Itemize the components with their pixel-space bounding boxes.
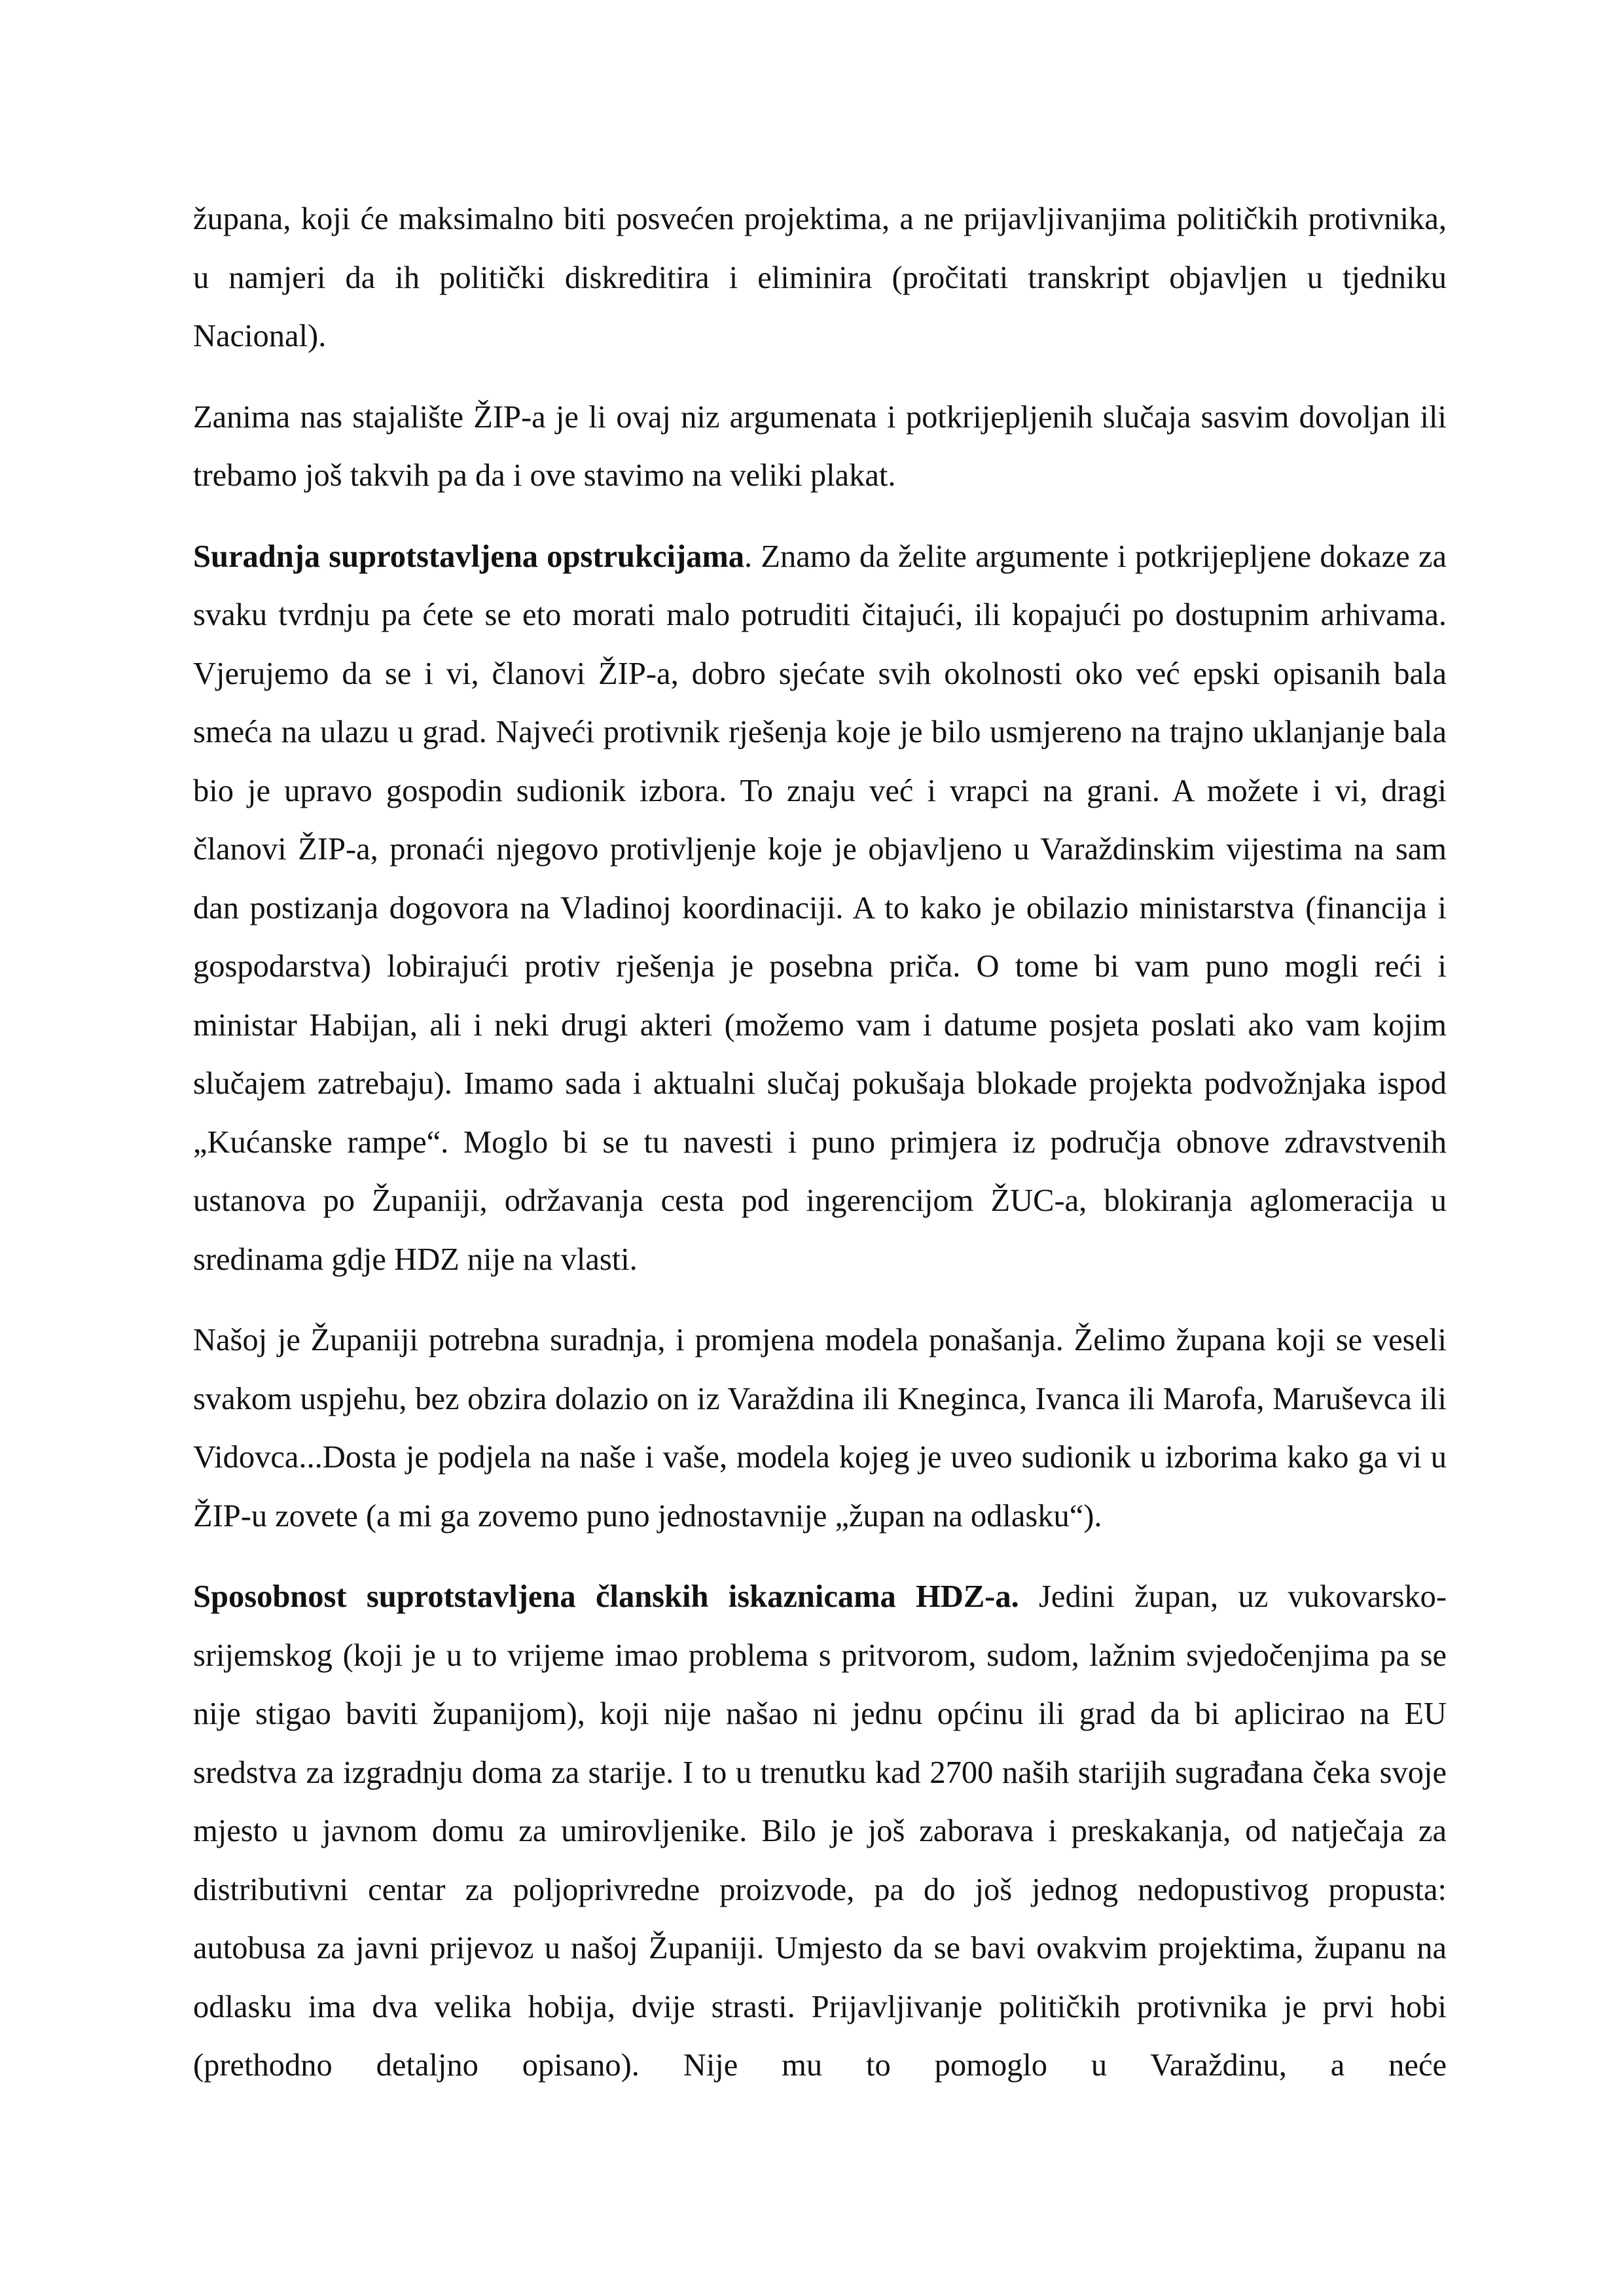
- paragraph-5-heading: Sposobnost suprotstavljena članskih iskaznicama HDZ-a.: [193, 1579, 1019, 1614]
- paragraph-1: [193, 190, 1447, 366]
- paragraph-1-text: župana, koji će maksimalno biti posvećen projektima, a ne prijavljivanjima političkih protivnika, u namjeri da ih politički diskreditira i eliminira (pročitati transkript objavljen u tjedniku Nacional).: [193, 202, 1447, 353]
- paragraph-5-text: Jedini župan, uz vukovarsko-srijemskog (koji je u to vrijeme imao problema s pritvorom, sudom, lažnim svjedočenjima pa se nije stigao baviti županijom), koji nije našao ni jednu općinu ili grad da bi aplicirao na EU sredstva za izgradnju doma za starije. I to u trenutku kad 2700 naših starijih sugrađana čeka svoje mjesto u javnom domu za umirovljenike. Bilo je još zaborava i preskakanja, od natječaja za distributivni centar za poljoprivredne proizvode, pa do još jednog nedopustivog propusta: autobusa za javni prijevoz u našoj Županiji. Umjesto da se bavi ovakvim projektima, županu na odlasku ima dva velika hobija, dvije strasti. Prijavljivanje političkih protivnika je prvi hobi (prethodno detaljno opisano). Nije mu to pomoglo u Varaždinu, a neće: [193, 1579, 1447, 2083]
- paragraph-2-text: Zanima nas stajalište ŽIP-a je li ovaj niz argumenata i potkrijepljenih slučaja sasvim dovoljan ili trebamo još takvih pa da i ove stavimo na veliki plakat.: [193, 399, 1447, 493]
- paragraph-4: [193, 1311, 1447, 1545]
- paragraph-2: [193, 388, 1447, 505]
- paragraph-3: [193, 528, 1447, 1289]
- paragraph-4-text: Našoj je Županiji potrebna suradnja, i promjena modela ponašanja. Želimo župana koji se veseli svakom uspjehu, bez obzira dolazio on iz Varaždina ili Kneginca, Ivanca ili Marofa, Maruševca ili Vidovca...Dosta je podjela na naše i vaše, modela kojeg je uveo sudionik u izborima kako ga vi u ŽIP-u zovete (a mi ga zovemo puno jednostavnije „župan na odlasku“).: [193, 1323, 1447, 1534]
- paragraph-3-text: . Znamo da želite argumente i potkrijepljene dokaze za svaku tvrdnju pa ćete se eto morati malo potruditi čitajući, ili kopajući po dostupnim arhivama. Vjerujemo da se i vi, članovi ŽIP-a, dobro sjećate svih okolnosti oko već epski opisanih bala smeća na ulazu u grad. Najveći protivnik rješenja koje je bilo usmjereno na trajno uklanjanje bala bio je upravo gospodin sudionik izbora. To znaju već i vrapci na grani. A možete i vi, dragi članovi ŽIP-a, pronaći njegovo protivljenje koje je objavljeno u Varaždinskim vijestima na sam dan postizanja dogovora na Vladinoj koordinaciji. A to kako je obilazio ministarstva (financija i gospodarstva) lobirajući protiv rješenja je posebna priča. O tome bi vam puno mogli reći i ministar Habijan, ali i neki drugi akteri (možemo vam i datume posjeta poslati ako vam kojim slučajem zatrebaju). Imamo sada i aktualni slučaj pokušaja blokade projekta podvožnjaka ispod „Kućanske rampe“. Moglo bi se tu navesti i puno primjera iz područja obnove zdravstvenih ustanova po Županiji, održavanja cesta pod ingerencijom ŽUC-a, blokiranja aglomeracija u sredinama gdje HDZ nije na vlasti.: [193, 539, 1447, 1277]
- paragraph-5: [193, 1568, 1447, 2095]
- paragraph-3-heading: Suradnja suprotstavljena opstrukcijama: [193, 539, 745, 574]
- document-page: [193, 190, 1447, 2095]
